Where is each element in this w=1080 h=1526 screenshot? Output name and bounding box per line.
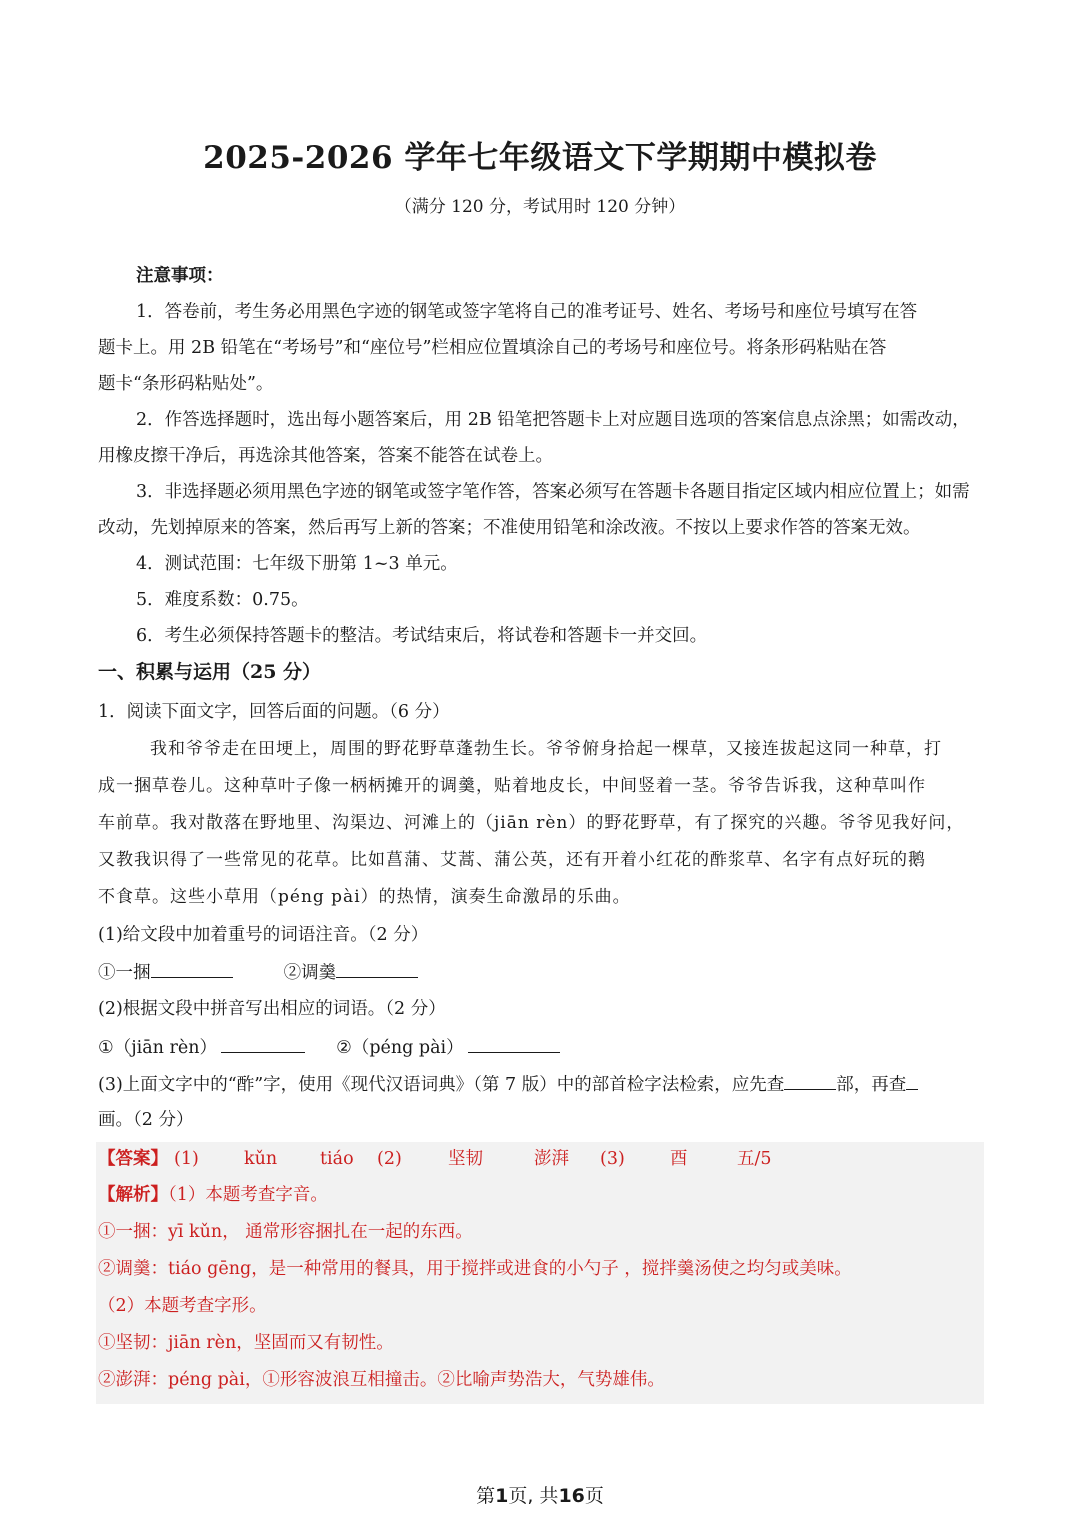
answer-item: 五/5 <box>737 1149 772 1169</box>
sub2-answer-row <box>98 1034 984 1061</box>
analysis-first: （1）本题考查字音。 <box>168 1185 328 1205</box>
notes-line: 5．难度系数：0.75。 <box>136 590 309 610</box>
passage-line: 成一捆草卷儿。这种草叶子像一柄柄摊开的调羹，贴着地皮长，中间竖着一茎。爷爷告诉我，这种草叫作 <box>98 776 926 796</box>
page-footer <box>0 1481 1080 1508</box>
notes-line: 改动，先划掉原来的答案，然后再写上新的答案；不准使用铅笔和涂改液。不按以上要求作答的答案无效。 <box>98 518 921 538</box>
answer-blank[interactable] <box>468 1034 560 1053</box>
sub-question: (1)给文段中加着重号的词语注音。（2 分） <box>98 925 429 945</box>
page-title: 2025-2026 学年七年级语文下学期期中模拟卷 <box>203 140 877 176</box>
answer-blank[interactable] <box>784 1071 836 1090</box>
answer-blank[interactable] <box>906 1071 918 1090</box>
answer-item: (3) <box>600 1149 625 1169</box>
notes-line: 4．测试范围：七年级下册第 1~3 单元。 <box>136 554 458 574</box>
passage-line: 车前草。我对散落在野地里、沟渠边、河滩上的（jiān rèn）的野花野草，有了探究的兴趣。爷爷见我好问， <box>98 813 965 833</box>
answer-item: kǔn <box>244 1149 278 1169</box>
sub2-item-b: ②（péng pài） <box>336 1038 464 1058</box>
analysis-line: ①一捆：yī kǔn， 通常形容捆扎在一起的东西。 <box>98 1222 473 1242</box>
analysis-line: （2）本题考查字形。 <box>98 1296 267 1316</box>
notes-line: 用橡皮擦干净后，再选涂其他答案，答案不能答在试卷上。 <box>98 446 553 466</box>
footer-total-pages: 16 <box>558 1485 585 1507</box>
notes-line: 6．考生必须保持答题卡的整洁。考试结束后，将试卷和答题卡一并交回。 <box>136 626 708 646</box>
sub3-text-b: 部，再查 <box>836 1075 907 1095</box>
notes-line: 2．作答选择题时，选出每小题答案后，用 2B 铅笔把答题卡上对应题目选项的答案信息点涂黑；如需改动， <box>136 410 970 430</box>
footer-mid: 页, 共 <box>508 1485 559 1507</box>
passage-line: 不食草。这些小草用（péng pài）的热情，演奏生命激昂的乐曲。 <box>98 887 631 907</box>
passage-line: 又教我识得了一些常见的花草。比如菖蒲、艾蒿、蒲公英，还有开着小红花的酢浆草、名字有点好玩的鹅 <box>98 850 926 870</box>
notes-heading: 注意事项： <box>136 266 224 286</box>
footer-pre: 第 <box>476 1485 496 1507</box>
passage-line: 我和爷爷走在田埂上，周围的野花野草蓬勃生长。爷爷俯身拾起一棵草，又接连拔起这同一种草，打 <box>150 739 942 759</box>
answer-label: 【答案】 <box>98 1149 168 1169</box>
sub3-row-cont: 画。（2 分） <box>98 1110 194 1130</box>
analysis-line: ②调羹：tiáo gēng，是一种常用的餐具，用于搅拌或进食的小勺子 ，搅拌羹汤使之均匀或美味。 <box>98 1259 852 1279</box>
answer-item: 酉 <box>670 1149 688 1169</box>
section-heading: 一、积累与运用（25 分） <box>98 661 322 683</box>
answer-item: (1) <box>174 1149 199 1169</box>
footer-page-number: 1 <box>495 1485 509 1507</box>
notes-line: 题卡上。用 2B 铅笔在“考场号”和“座位号”栏相应位置填涂自己的考场号和座位号。将条形码粘贴在答 <box>98 338 887 358</box>
answer-item: tiáo <box>320 1149 354 1169</box>
answer-blank[interactable] <box>221 1034 305 1053</box>
analysis-label: 【解析】 <box>98 1185 168 1205</box>
sub2-item-a: ①（jiān rèn） <box>98 1038 217 1058</box>
sub1-answer-row <box>98 959 984 986</box>
notes-line: 1．答卷前，考生务必用黑色字迹的钢笔或签字笔将自己的准考证号、姓名、考场号和座位号填写在答 <box>136 302 918 322</box>
analysis-row <box>98 1182 328 1208</box>
footer-post: 页 <box>584 1485 604 1507</box>
sub-question: (2)根据文段中拼音写出相应的词语。（2 分） <box>98 999 446 1019</box>
answer-item: (2) <box>377 1149 402 1169</box>
question-stem: 1．阅读下面文字，回答后面的问题。（6 分） <box>98 702 450 722</box>
sub1-item-b: ②调羹 <box>283 963 337 983</box>
answer-item: 坚韧 <box>448 1149 483 1169</box>
page-subtitle: （满分 120 分，考试用时 120 分钟） <box>394 197 686 217</box>
notes-line: 题卡“条形码粘贴处”。 <box>98 374 274 394</box>
answer-blank[interactable] <box>151 959 233 978</box>
analysis-line: ②澎湃：péng pài，①形容波浪互相撞击。②比喻声势浩大，气势雄伟。 <box>98 1370 665 1390</box>
sub3-row <box>98 1071 984 1098</box>
notes-line: 3．非选择题必须用黑色字迹的钢笔或签字笔作答，答案必须写在答题卡各题目指定区域内相应位置上；如需 <box>136 482 970 502</box>
sub3-text-a: (3)上面文字中的“酢”字，使用《现代汉语词典》（第 7 版）中的部首检字法检索，应先查 <box>98 1075 785 1095</box>
sub1-item-a: ①一捆 <box>98 963 151 983</box>
answer-item: 澎湃 <box>534 1149 569 1169</box>
answer-blank[interactable] <box>336 959 418 978</box>
analysis-line: ①坚韧：jiān rèn，坚固而又有韧性。 <box>98 1333 394 1353</box>
